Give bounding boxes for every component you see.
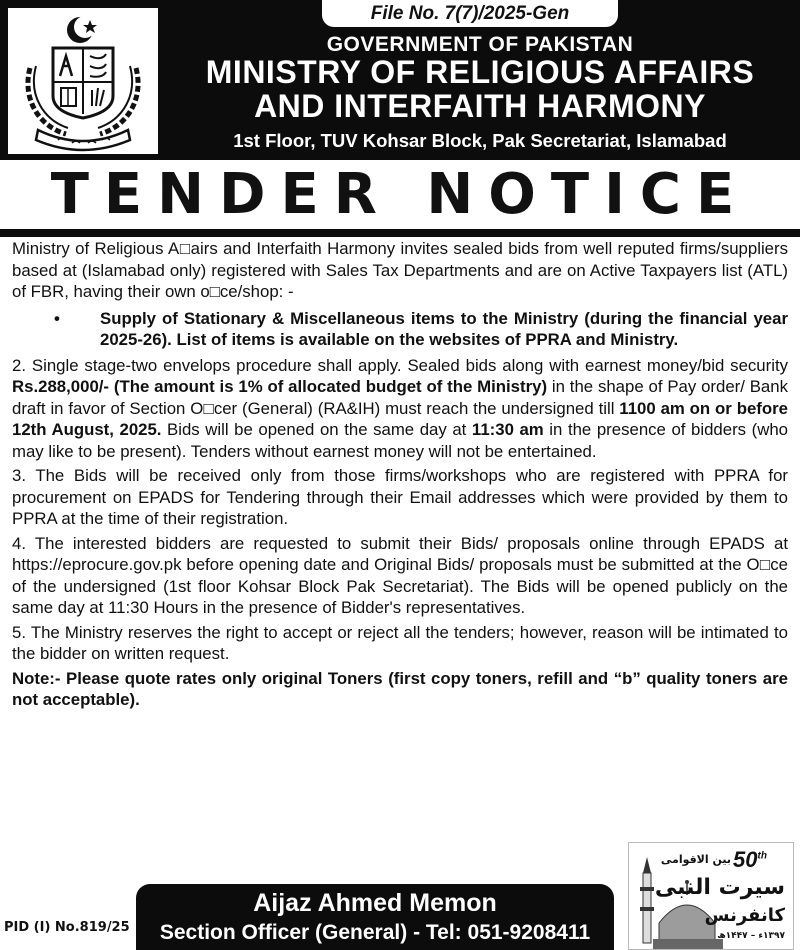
anniversary-suffix: th	[757, 850, 767, 862]
bullet-text: Supply of Stationary & Miscellaneous items to the Ministry (during the financial year 2025-26). List of items is available on the websites of PPRA and Ministry.	[100, 308, 788, 349]
p2-bold-2: 1100 am on or before 12th August, 2025.	[12, 398, 788, 439]
p2-bold-1: Rs.288,000/- (The amount is 1% of allocated budget of the Ministry)	[12, 377, 548, 396]
p2-text-3: Bids will be opened on the same day at	[161, 420, 472, 439]
logo-urdu-sub: کانفرنس	[704, 905, 785, 926]
paragraph-4: 4. The interested bidders are requested to submit their Bids/ proposals online through EPADS at https://eprocure.gov.pk before opening date and Original Bids/ proposals must be submitted at the O□ce of the undersigned (1st floor Kohsar Block Pak Secretariat). The Bids will be opened publicly on the same day at 11:30 Hours in the presence of Bidder's representatives.	[12, 533, 788, 617]
header-band	[0, 0, 800, 160]
signature-block	[136, 884, 614, 950]
p2-text-2: in the shape of Pay order/ Bank draft in favor of Section O□cer (General) (RA&IH) must reach the undersigned till	[12, 377, 788, 418]
signatory-name: Aijaz Ahmed Memon	[253, 889, 497, 917]
government-heading: GOVERNMENT OF PAKISTAN	[326, 33, 634, 56]
file-number: File No. 7(7)/2025-Gen	[322, 0, 618, 27]
p2-text-4: in the presence of bidders (who may like to be present). Tenders without earnest money will not be entertained.	[12, 420, 788, 461]
p2-text-1: 2. Single stage-two envelops procedure shall apply. Sealed bids along with earnest money/bid security	[12, 355, 788, 375]
state-emblem	[8, 8, 158, 154]
divider	[0, 229, 800, 237]
ministry-address: 1st Floor, TUV Kohsar Block, Pak Secretariat, Islamabad	[233, 130, 727, 151]
logo-years: ۱۳۹۷ء – ۱۴۴۷ھ	[717, 931, 785, 941]
ministry-line-1: MINISTRY OF RELIGIOUS AFFAIRS	[205, 54, 755, 90]
ministry-line-2: AND INTERFAITH HARMONY	[254, 88, 706, 124]
paragraph-3: 3. The Bids will be received only from those firms/workshops who are registered with PPRA for procurement on EPADS for Tendering through their Email addresses which were provided by them to PPRA at the time of their registration.	[12, 466, 788, 528]
notice-body	[12, 238, 788, 711]
state-emblem-icon	[8, 8, 158, 154]
anniversary-number: 50	[733, 847, 758, 872]
bullet-item	[12, 308, 788, 351]
p2-bold-3: 11:30 am	[471, 420, 544, 439]
bullet-dot: •	[54, 308, 60, 328]
intro-paragraph: Ministry of Religious A□airs and Interfaith Harmony invites sealed bids from well reputed firms/suppliers based at (Islamabad only) registered with Sales Tax Departments and are on Active Taxpayers list (ATL) of FBR, having their own o□ce/shop: -	[12, 239, 788, 301]
logo-urdu-top: بین الاقوامی	[660, 853, 731, 866]
note-paragraph: Note:- Please quote rates only original Toners (first copy toners, refill and “b” quality toners are not acceptable).	[12, 668, 788, 709]
tender-notice-title: TENDER NOTICE	[50, 162, 750, 227]
paragraph-5: 5. The Ministry reserves the right to accept or reject all the tenders; however, reason will be intimated to the bidder on written request.	[12, 622, 788, 663]
signatory-title: Section Officer (General) - Tel: 051-9208411	[159, 921, 591, 944]
paragraph-2	[12, 355, 788, 463]
ministry-heading	[160, 55, 800, 123]
pid-number: PID (I) No.819/25	[4, 920, 130, 935]
logo-urdu-main: سیرت النبی	[654, 875, 785, 900]
seerat-conference-logo	[628, 842, 794, 950]
